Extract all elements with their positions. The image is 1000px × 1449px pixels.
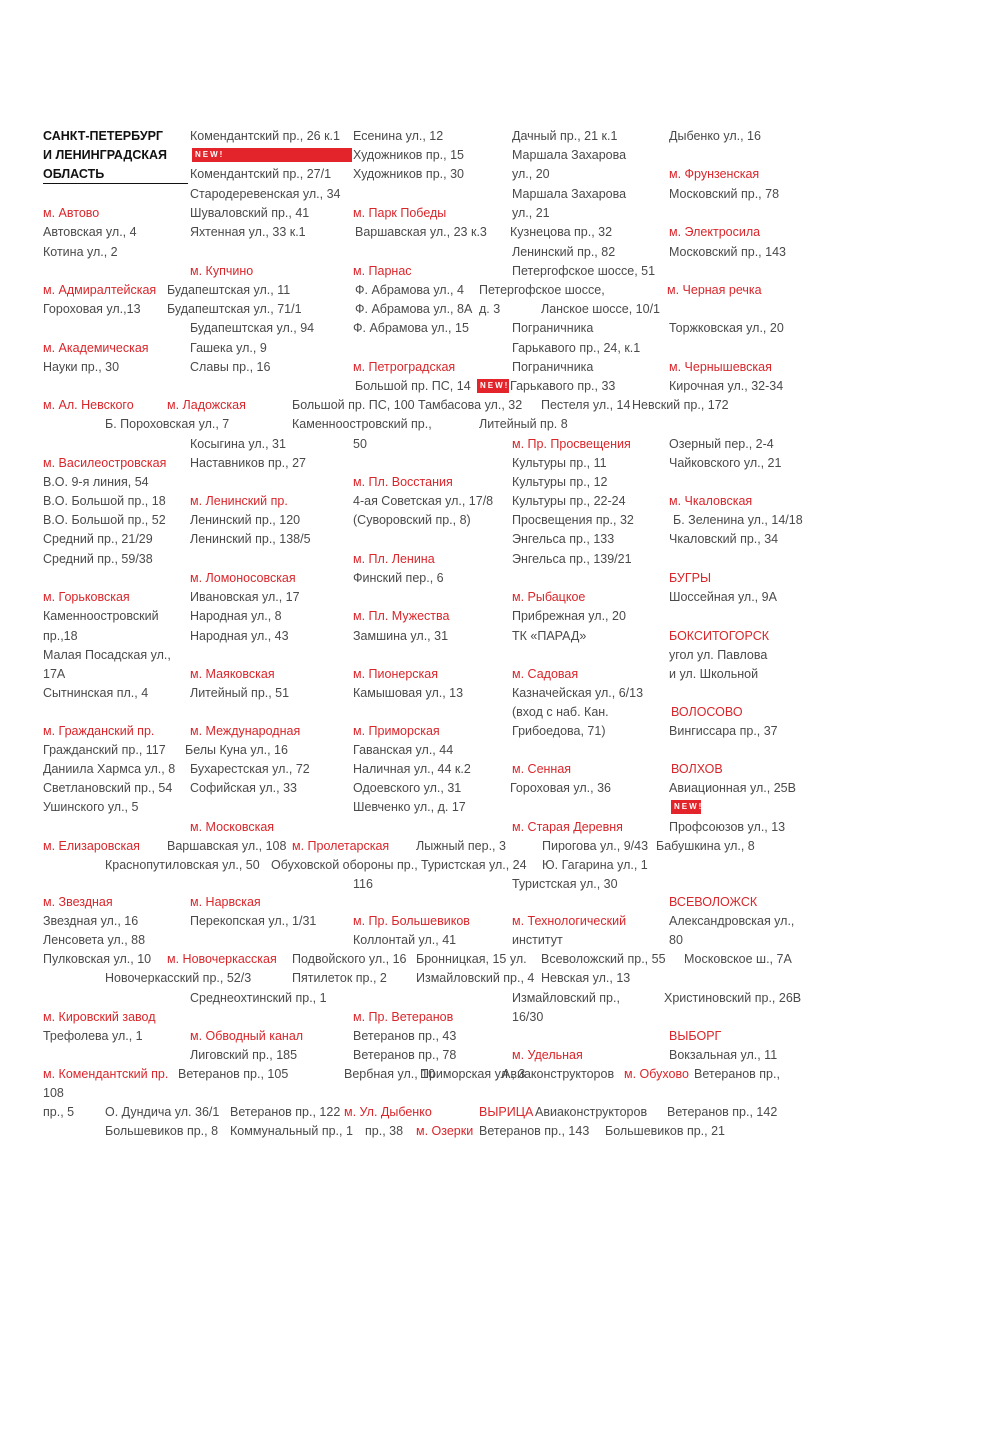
address-line: Культуры пр., 12	[512, 475, 608, 489]
location-heading: м. Садовая	[512, 667, 579, 681]
address-line: ул., 20	[512, 167, 550, 181]
location-heading: м. Сенная	[512, 762, 572, 776]
address-line: Художников пр., 15	[353, 148, 464, 162]
address-line: Даниила Хармса ул., 8	[43, 762, 176, 776]
address-line: Лыжный пер., 3	[416, 839, 506, 853]
address-line: Пограничника	[512, 321, 594, 335]
address-line: Маршала Захарова	[512, 187, 627, 201]
region-title-line1: САНКТ-ПЕТЕРБУРГ	[43, 129, 164, 143]
address-line: Литейный пр., 51	[190, 686, 290, 700]
address-line: Гороховая ул.,13	[43, 302, 141, 316]
address-line: Гражданский пр., 117	[43, 743, 166, 757]
address-line: Торжковская ул., 20	[669, 321, 784, 335]
address-line: (вход с наб. Кан.	[512, 705, 609, 719]
new-badge: NEW!	[477, 379, 509, 393]
address-line: Маршала Захарова	[512, 148, 627, 162]
address-line: Стародеревенская ул., 34	[190, 187, 341, 201]
location-heading: м. Озерки	[416, 1124, 474, 1138]
address-line: Кирочная ул., 32-34	[669, 379, 784, 393]
address-line: Культуры пр., 22-24	[512, 494, 626, 508]
address-line: д. 3	[479, 302, 501, 316]
address-line: Есенина ул., 12	[353, 129, 444, 143]
address-line: Петергофское шоссе,	[479, 283, 605, 297]
location-heading: м. Горьковская	[43, 590, 130, 604]
address-line: ТК «ПАРАД»	[512, 629, 587, 643]
address-line: Ветеранов пр., 142	[667, 1105, 778, 1119]
address-line: Светлановский пр., 54	[43, 781, 173, 795]
address-line: ул., 21	[512, 206, 550, 220]
address-line: Ветеранов пр., 143	[479, 1124, 590, 1138]
address-line: Туристская ул., 30	[512, 877, 618, 891]
address-line: Культуры пр., 11	[512, 456, 607, 470]
location-heading: м. Кировский завод	[43, 1010, 156, 1024]
address-line: Большевиков пр., 21	[605, 1124, 726, 1138]
address-line: Вингиссара пр., 37	[669, 724, 778, 738]
location-heading: м. Пр. Ветеранов	[353, 1010, 454, 1024]
address-line: Чкаловский пр., 34	[669, 532, 779, 546]
address-line: Народная ул., 43	[190, 629, 289, 643]
location-heading: ВЫБОРГ	[669, 1029, 722, 1043]
location-heading: м. Московская	[190, 820, 275, 834]
region-title-line3: ОБЛАСТЬ	[43, 167, 188, 184]
location-heading: ВОЛОСОВО	[671, 705, 743, 719]
location-heading: м. Автово	[43, 206, 100, 220]
location-heading: БОКСИТОГОРСК	[669, 629, 770, 643]
address-line: 80	[669, 933, 683, 947]
address-line: 50	[353, 437, 367, 451]
address-line: Московское ш., 7А	[684, 952, 792, 966]
address-line: Большой пр. ПС, 14	[355, 379, 471, 393]
address-line: угол ул. Павлова	[669, 648, 768, 662]
location-heading: м. Рыбацкое	[512, 590, 586, 604]
address-line: Невский пр., 172	[632, 398, 729, 412]
address-line: Авиационная ул., 25В	[669, 781, 796, 795]
address-line: Краснопутиловская ул., 50	[105, 858, 260, 872]
address-line: Пограничника	[512, 360, 594, 374]
address-line: Энгельса пр., 139/21	[512, 552, 632, 566]
address-line: Народная ул., 8	[190, 609, 282, 623]
location-heading: м. Электросила	[669, 225, 761, 239]
address-line: Камышовая ул., 13	[353, 686, 464, 700]
address-line: Трефолева ул., 1	[43, 1029, 143, 1043]
location-heading: м. Елизаровская	[43, 839, 140, 853]
address-line: Приморская ул., 3	[420, 1067, 526, 1081]
address-line: Озерный пер., 2-4	[669, 437, 774, 451]
address-line: Гарькавого пр., 33	[510, 379, 616, 393]
location-heading: м. Пролетарская	[292, 839, 390, 853]
address-line: В.О. Большой пр., 18	[43, 494, 166, 508]
new-badge: NEW!	[192, 148, 352, 162]
address-line: Среднеохтинский пр., 1	[190, 991, 327, 1005]
address-line: В.О. 9-я линия, 54	[43, 475, 149, 489]
location-heading: м. Гражданский пр.	[43, 724, 155, 738]
location-heading: м. Новочеркасская	[167, 952, 277, 966]
address-line: Наличная ул., 44 к.2	[353, 762, 471, 776]
location-heading: м. Маяковская	[190, 667, 275, 681]
address-line: Бронницкая, 15 ул.	[416, 952, 527, 966]
address-line: Всеволожский пр., 55	[541, 952, 666, 966]
address-line: Будапештская ул., 94	[190, 321, 315, 335]
location-heading: м. Парнас	[353, 264, 412, 278]
address-line: Просвещения пр., 32	[512, 513, 634, 527]
location-heading: м. Ал. Невского	[43, 398, 134, 412]
address-line: Ленинский пр., 82	[512, 245, 616, 259]
address-line: Гороховая ул., 36	[510, 781, 611, 795]
address-line: институт	[512, 933, 563, 947]
address-line: Каменноостровский пр.,	[292, 417, 432, 431]
address-line: Малая Посадская ул.,	[43, 648, 171, 662]
location-heading: м. Василеостровская	[43, 456, 167, 470]
address-line: Каменноостровский	[43, 609, 159, 623]
address-line: пр.,18	[43, 629, 78, 643]
address-line: Автовская ул., 4	[43, 225, 137, 239]
address-line: Профсоюзов ул., 13	[669, 820, 786, 834]
address-line: Котина ул., 2	[43, 245, 118, 259]
address-line: Одоевского ул., 31	[353, 781, 462, 795]
address-line: Литейный пр. 8	[479, 417, 568, 431]
address-line: Варшавская ул., 23 к.3	[355, 225, 487, 239]
address-line: Средний пр., 59/38	[43, 552, 153, 566]
address-line: Художников пр., 30	[353, 167, 464, 181]
location-heading: м. Ладожская	[167, 398, 246, 412]
address-line: Гарькавого пр., 24, к.1	[512, 341, 641, 355]
address-line: В.О. Большой пр., 52	[43, 513, 166, 527]
address-line: Косыгина ул., 31	[190, 437, 286, 451]
address-line: Чайковского ул., 21	[669, 456, 782, 470]
location-heading: м. Ломоносовская	[190, 571, 296, 585]
address-line: Сытнинская пл., 4	[43, 686, 149, 700]
address-line: Подвойского ул., 16	[292, 952, 407, 966]
address-line: пр., 38	[365, 1124, 404, 1138]
region-title-line2: И ЛЕНИНГРАДСКАЯ	[43, 148, 167, 162]
address-line: Шуваловский пр., 41	[190, 206, 310, 220]
address-line: Лиговский пр., 185	[190, 1048, 298, 1062]
address-line: О. Дундича ул. 36/1	[105, 1105, 220, 1119]
address-line: Ветеранов пр.,	[694, 1067, 780, 1081]
address-line: Ленинский пр., 138/5	[190, 532, 311, 546]
address-line: Ветеранов пр., 105	[178, 1067, 289, 1081]
address-line: Комендантский пр., 27/1	[190, 167, 332, 181]
address-line: Ивановская ул., 17	[190, 590, 300, 604]
address-line: Яхтенная ул., 33 к.1	[190, 225, 306, 239]
address-line: Звездная ул., 16	[43, 914, 139, 928]
address-line: Дыбенко ул., 16	[669, 129, 761, 143]
address-line: Энгельса пр., 133	[512, 532, 615, 546]
address-line: Вокзальная ул., 11	[669, 1048, 778, 1062]
address-line: Пятилеток пр., 2	[292, 971, 387, 985]
address-line: Шевченко ул., д. 17	[353, 800, 466, 814]
address-line: Грибоедова, 71)	[512, 724, 606, 738]
address-line: Будапештская ул., 11	[167, 283, 291, 297]
address-line: Шоссейная ул., 9А	[669, 590, 777, 604]
address-line: Невская ул., 13	[541, 971, 631, 985]
address-line: Софийская ул., 33	[190, 781, 298, 795]
address-line: пр., 5	[43, 1105, 75, 1119]
location-heading: м. Комендантский пр.	[43, 1067, 169, 1081]
address-line: Тамбасова ул., 32	[418, 398, 523, 412]
location-heading: м. Пл. Ленина	[353, 552, 435, 566]
address-line: Науки пр., 30	[43, 360, 120, 374]
location-heading: м. Чернышевская	[669, 360, 772, 374]
address-line: Пирогова ул., 9/43	[542, 839, 649, 853]
location-heading: ВОЛХОВ	[671, 762, 723, 776]
address-line: 108	[43, 1086, 64, 1100]
address-line: Финский пер., 6	[353, 571, 444, 585]
address-line: 4-ая Советская ул., 17/8	[353, 494, 494, 508]
address-line: Авиаконструкторов	[535, 1105, 648, 1119]
address-line: Ф. Абрамова ул., 4	[355, 283, 464, 297]
address-line: Коммунальный пр., 1	[230, 1124, 353, 1138]
location-heading: м. Удельная	[512, 1048, 583, 1062]
address-line: Белы Куна ул., 16	[185, 743, 288, 757]
address-line: Ветеранов пр., 122	[230, 1105, 341, 1119]
location-heading: м. Ул. Дыбенко	[344, 1105, 432, 1119]
address-line: 16/30	[512, 1010, 544, 1024]
address-line: Авиаконструкторов	[502, 1067, 615, 1081]
address-line: 116	[353, 877, 373, 891]
address-line: Петергофское шоссе, 51	[512, 264, 656, 278]
location-heading: м. Купчино	[190, 264, 254, 278]
address-line: Московский пр., 143	[669, 245, 786, 259]
address-line: Ю. Гагарина ул., 1	[542, 858, 648, 872]
address-line: Бухарестская ул., 72	[190, 762, 310, 776]
address-line: Будапештская ул., 71/1	[167, 302, 302, 316]
location-heading: м. Чкаловская	[669, 494, 753, 508]
location-heading: м. Ленинский пр.	[190, 494, 288, 508]
address-line: Славы пр., 16	[190, 360, 271, 374]
address-line: Ф. Абрамова ул., 8А	[355, 302, 473, 316]
address-line: Большевиков пр., 8	[105, 1124, 219, 1138]
location-heading: м. Международная	[190, 724, 301, 738]
address-line: Прибрежная ул., 20	[512, 609, 626, 623]
location-heading: м. Академическая	[43, 341, 149, 355]
address-line: Кузнецова пр., 32	[510, 225, 613, 239]
new-badge: NEW!	[671, 800, 701, 814]
address-line: Измайловский пр.,	[512, 991, 620, 1005]
location-heading: ВЫРИЦА	[479, 1105, 534, 1119]
location-heading: м. Пр. Большевиков	[353, 914, 470, 928]
location-heading: м. Парк Победы	[353, 206, 447, 220]
address-line: Ленсовета ул., 88	[43, 933, 146, 947]
location-heading: м. Фрунзенская	[669, 167, 760, 181]
location-heading: м. Обводный канал	[190, 1029, 304, 1043]
location-heading: м. Пионерская	[353, 667, 438, 681]
address-line: Вербная ул., 10	[344, 1067, 436, 1081]
location-heading: м. Петроградская	[353, 360, 456, 374]
address-line: Ленинский пр., 120	[190, 513, 301, 527]
address-line: Ланское шоссе, 10/1	[541, 302, 661, 316]
address-line: Пулковская ул., 10	[43, 952, 152, 966]
location-heading: м. Приморская	[353, 724, 440, 738]
address-line: Измайловский пр., 4	[416, 971, 535, 985]
address-line: и ул. Школьной	[669, 667, 759, 681]
address-line: Пестеля ул., 14	[541, 398, 631, 412]
address-line: Ф. Абрамова ул., 15	[353, 321, 469, 335]
location-heading: ВСЕВОЛОЖСК	[669, 895, 758, 909]
address-line: Обуховской обороны пр.,	[271, 858, 418, 872]
address-line: Большой пр. ПС, 100	[292, 398, 415, 412]
address-line: Туристская ул., 24	[421, 858, 527, 872]
address-line: Гаванская ул., 44	[353, 743, 454, 757]
address-line: Московский пр., 78	[669, 187, 780, 201]
address-line: Казначейская ул., 6/13	[512, 686, 644, 700]
address-line: Варшавская ул., 108	[167, 839, 287, 853]
address-line: Перекопская ул., 1/31	[190, 914, 317, 928]
address-line: Новочеркасский пр., 52/3	[105, 971, 252, 985]
address-line: Коллонтай ул., 41	[353, 933, 457, 947]
location-heading: м. Старая Деревня	[512, 820, 623, 834]
location-heading: м. Адмиралтейская	[43, 283, 157, 297]
address-line: Ветеранов пр., 43	[353, 1029, 457, 1043]
address-line: Б. Зеленина ул., 14/18	[673, 513, 803, 527]
address-line: Наставников пр., 27	[190, 456, 307, 470]
location-heading: м. Обухово	[624, 1067, 689, 1081]
address-line: Ушинского ул., 5	[43, 800, 139, 814]
location-heading: м. Пл. Восстания	[353, 475, 453, 489]
address-line: 17А	[43, 667, 66, 681]
address-line: Комендантский пр., 26 к.1	[190, 129, 340, 143]
location-heading: м. Технологический	[512, 914, 627, 928]
address-line: Христиновский пр., 26В	[664, 991, 802, 1005]
location-heading: м. Нарвская	[190, 895, 261, 909]
location-heading: м. Пр. Просвещения	[512, 437, 631, 451]
address-line: Ветеранов пр., 78	[353, 1048, 457, 1062]
address-line: (Суворовский пр., 8)	[353, 513, 471, 527]
location-heading: м. Пл. Мужества	[353, 609, 450, 623]
location-heading: м. Звездная	[43, 895, 113, 909]
location-heading: м. Черная речка	[667, 283, 762, 297]
address-line: Гашека ул., 9	[190, 341, 267, 355]
address-line: Б. Пороховская ул., 7	[105, 417, 230, 431]
address-line: Бабушкина ул., 8	[656, 839, 755, 853]
location-heading: БУГРЫ	[669, 571, 712, 585]
address-line: Замшина ул., 31	[353, 629, 449, 643]
address-line: Дачный пр., 21 к.1	[512, 129, 618, 143]
address-line: Средний пр., 21/29	[43, 532, 153, 546]
address-line: Александровская ул.,	[669, 914, 795, 928]
